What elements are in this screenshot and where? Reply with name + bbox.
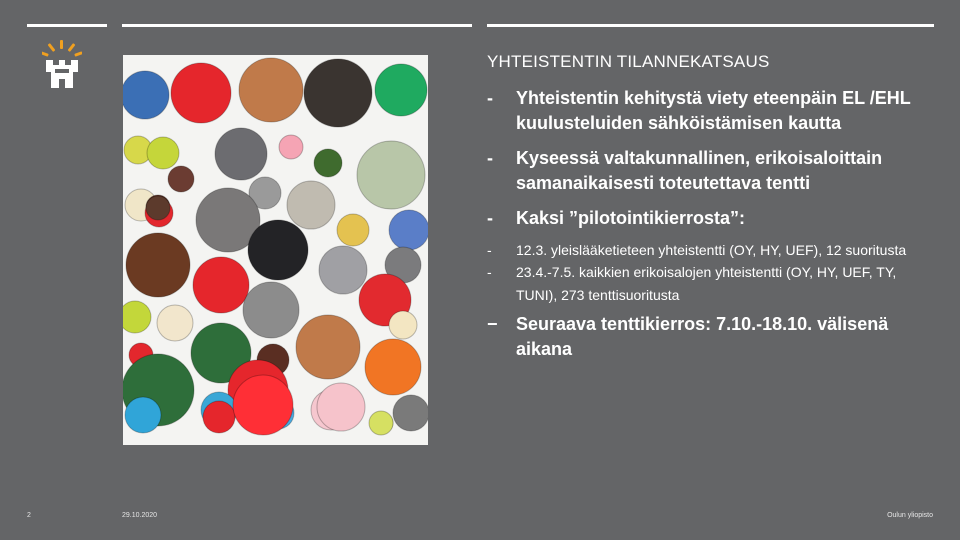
bullet-dash: - [487,88,493,108]
bullet-text: Yhteistentin kehitystä viety eteenpäin EL /EHL kuulusteluiden sähköistämisen kautta [516,88,911,133]
bullet-dash: - [487,148,493,168]
bullet-text: Seuraava tenttikierros: 7.10.-18.10. välisenä aikana [516,314,889,359]
top-rule-middle [122,24,472,27]
sub-bullet-text: 23.4.-7.5. kaikkien erikoisalojen yhteistentti (OY, HY, UEF, TY, TUNI), 273 tenttisuoritusta [516,264,897,303]
top-rule-left [27,24,107,27]
footer-brand: Oulun yliopisto [887,512,933,519]
sub-bullet-dash: - [487,241,492,258]
bullet-list [487,86,927,361]
slide-title: YHTEISTENTIN TILANNEKATSAUS [487,52,770,71]
bullet-item [487,206,927,231]
page-number: 2 [27,512,31,519]
sub-bullet-item [487,239,927,262]
bullet-item [487,146,927,195]
bullet-text: Kaksi ”pilotointikierrosta”: [516,208,746,228]
buttons-photo [123,55,428,445]
bullet-item [487,312,927,361]
university-logo-icon [42,40,82,90]
top-rule-right [487,24,934,27]
sub-bullet-item [487,261,927,306]
bullet-dash: - [487,208,493,228]
bullet-text: Kyseessä valtakunnallinen, erikoisaloittain samanaikaisesti toteutettava tentti [516,148,883,193]
bullet-item [487,86,927,135]
sub-bullet-dash: - [487,264,492,280]
footer-date: 29.10.2020 [122,512,158,519]
sub-bullet-text: 12.3. yleislääketieteen yhteistentti (OY, HY, UEF), 12 suoritusta [516,241,907,258]
bullet-dash: − [487,314,498,334]
